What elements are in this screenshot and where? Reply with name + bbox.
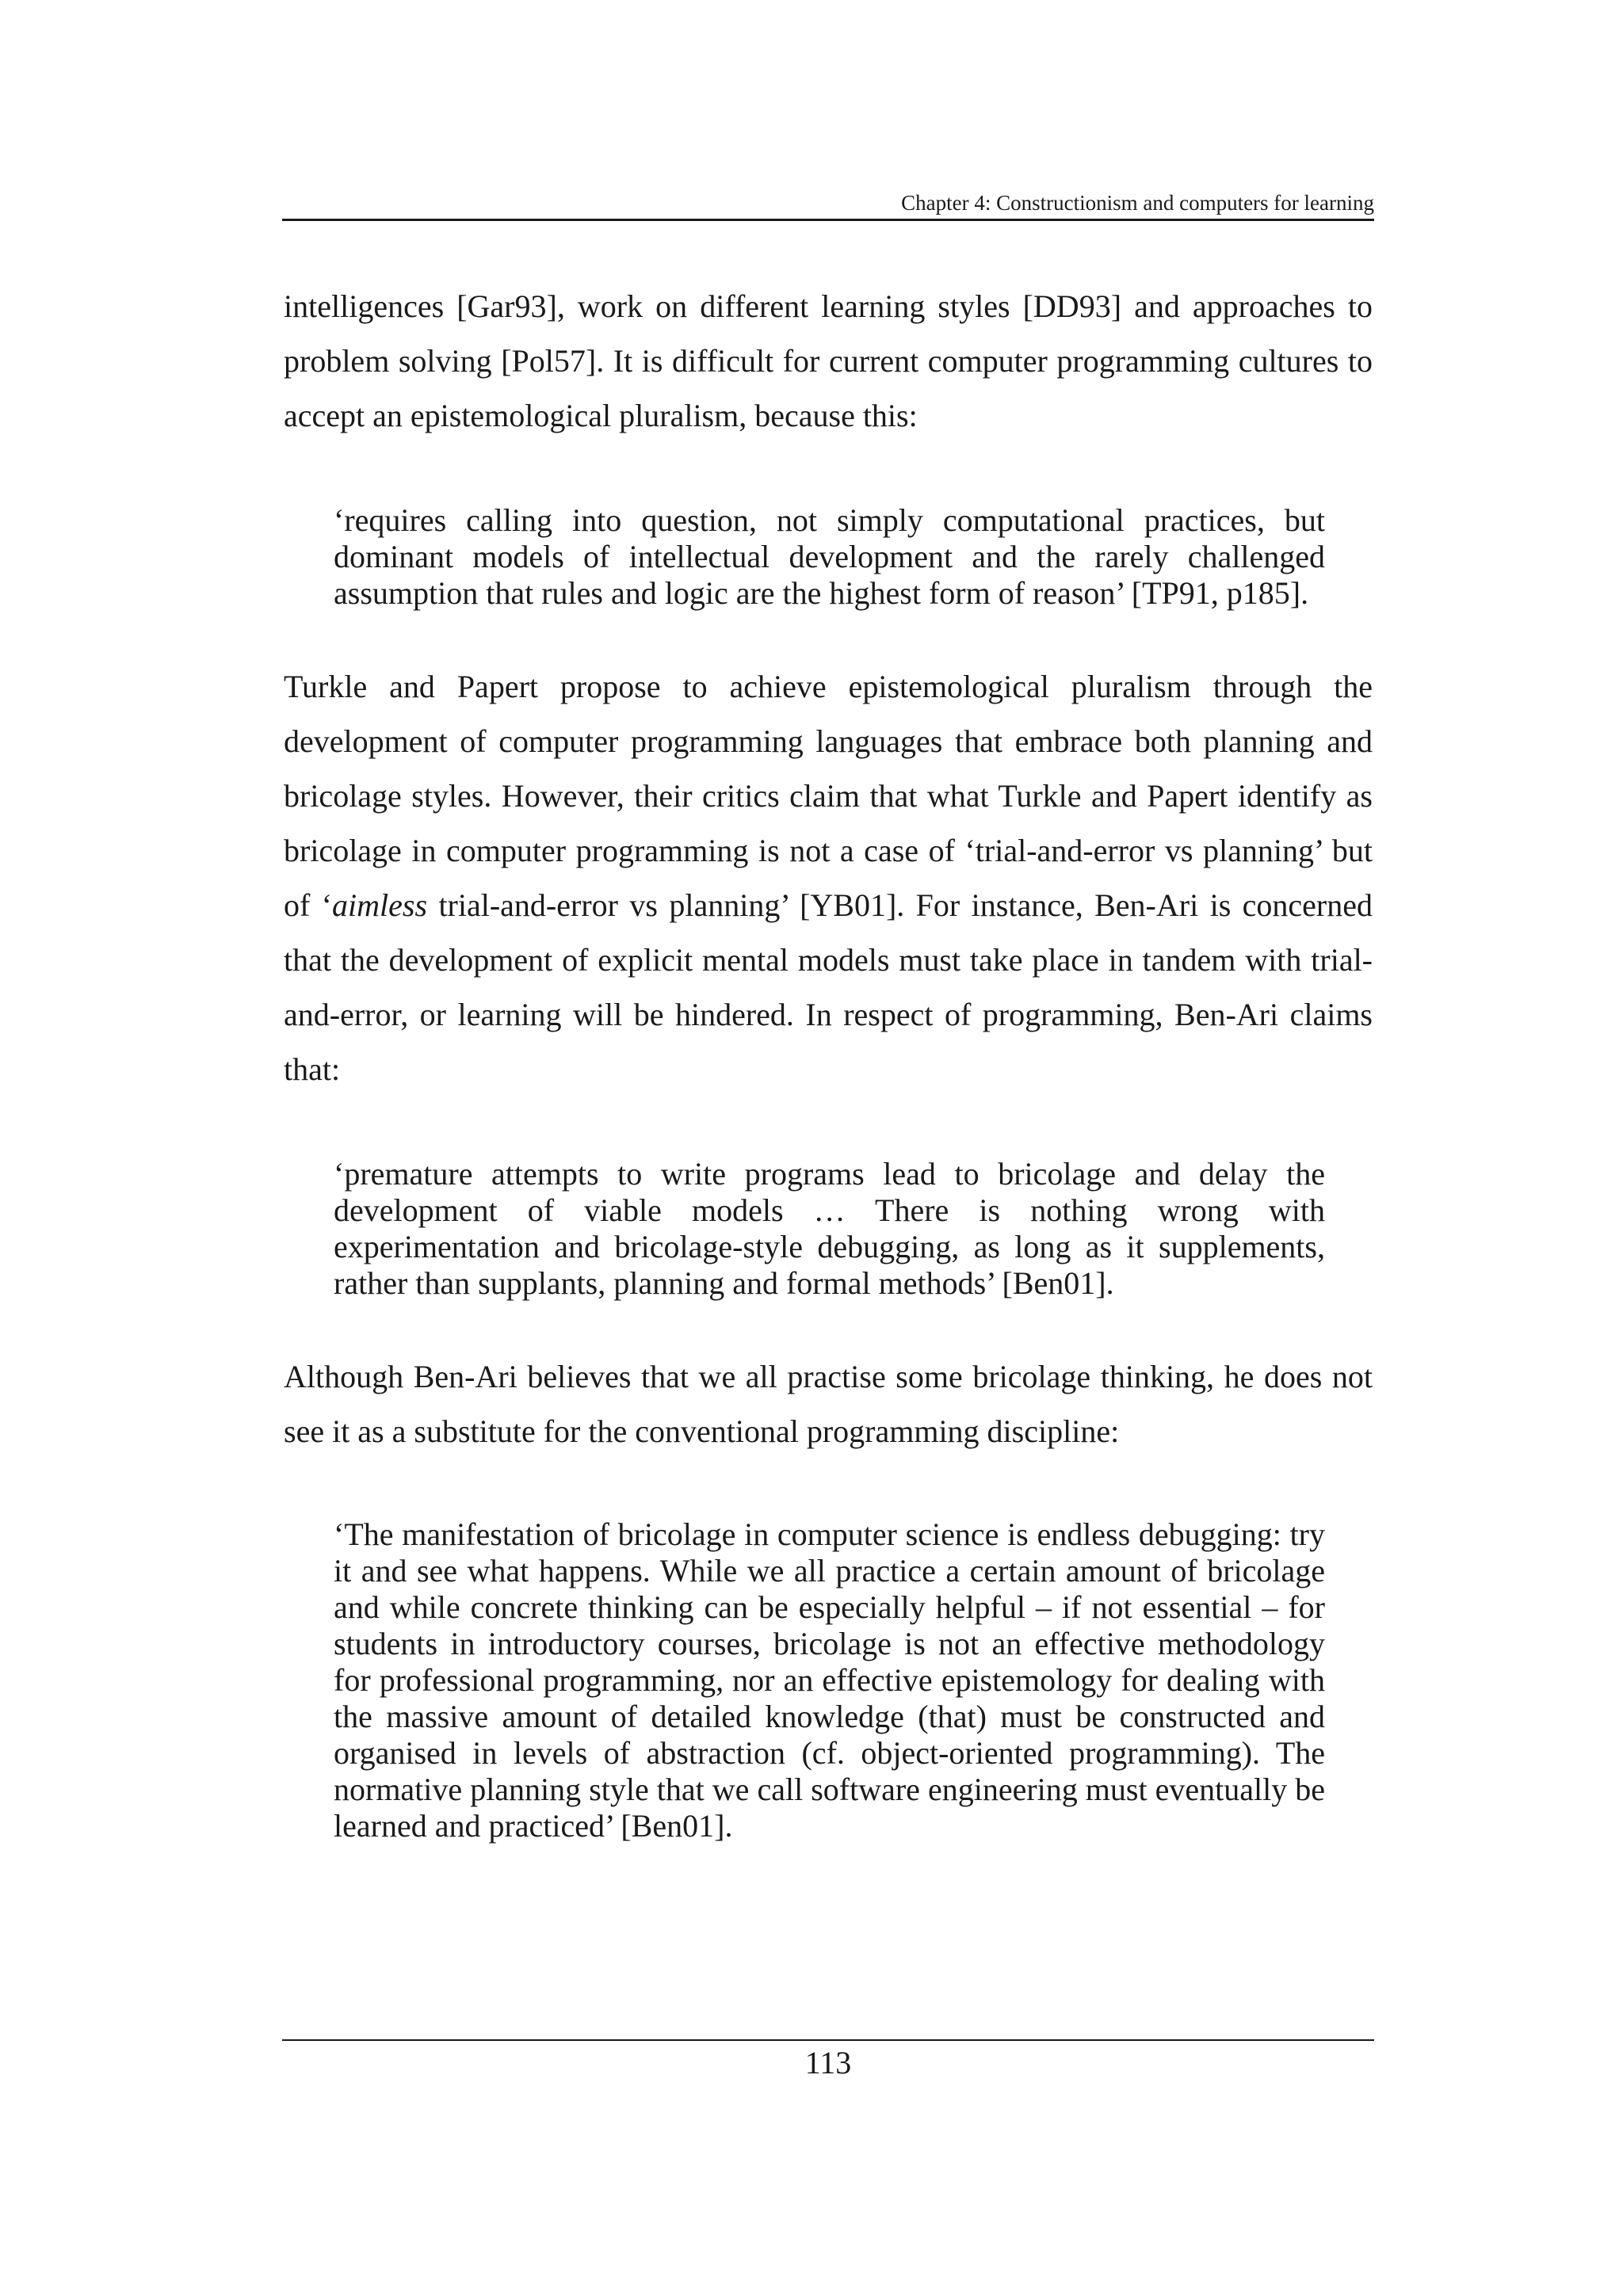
block-quote-1: ‘requires calling into question, not simply computational practices, but dominant models of intellectual development and the rarely challenged assumption that rules and logic are the highest form of reason’ [TP91, p185].	[334, 502, 1325, 611]
header-rule	[282, 219, 1374, 221]
block-quote-3: ‘The manifestation of bricolage in computer science is endless debugging: try it and see what happens. While we all practice a certain amount of bricolage and while concrete thinking can be especially helpful – if not essential – for students in introductory courses, bricolage is not an effective methodology for professional programming, nor an effective epistemology for dealing with the massive amount of detailed knowledge (that) must be constructed and organised in levels of abstraction (cf. object-oriented programming). The normative planning style that we call software engineering must eventually be learned and practiced’ [Ben01].	[334, 1516, 1325, 1844]
body-paragraph-1: intelligences [Gar93], work on different learning styles [DD93] and approaches to problem solving [Pol57]. It is difficult for current computer programming cultures to accept an epistemological pluralism, because this:	[284, 288, 1373, 433]
block-quote-2: ‘premature attempts to write programs lead to bricolage and delay the development of viable models … There is nothing wrong with experimentation and bricolage-style debugging, as long as it supplements, rather than supplants, planning and formal methods’ [Ben01].	[334, 1156, 1325, 1301]
footer-rule	[282, 2039, 1374, 2041]
paragraph-2-text-b: trial-and-error vs planning’ [YB01]. For instance, Ben-Ari is concerned that the development of explicit mental models must take place in tandem with trial-and-error, or learning will be hindered. In respect of programming, Ben-Ari claims that:	[284, 887, 1373, 1087]
body-paragraph-2	[284, 659, 1373, 1097]
page-number: 113	[804, 2045, 852, 2081]
paragraph-2-text-a: Turkle and Papert propose to achieve epistemological pluralism through the development of computer programming languages that embrace both planning and bricolage styles. However, their critics claim that what Turkle and Papert identify as bricolage in computer programming is not a case of ‘trial-and-error vs planning’ but of ‘	[284, 669, 1373, 923]
body-paragraph-3: Although Ben-Ari believes that we all practise some bricolage thinking, he does not see it as a substitute for the conventional programming discipline:	[284, 1359, 1373, 1449]
running-header: Chapter 4: Constructionism and computers for learning	[901, 191, 1374, 215]
paragraph-2-emphasis: aimless	[332, 887, 428, 923]
